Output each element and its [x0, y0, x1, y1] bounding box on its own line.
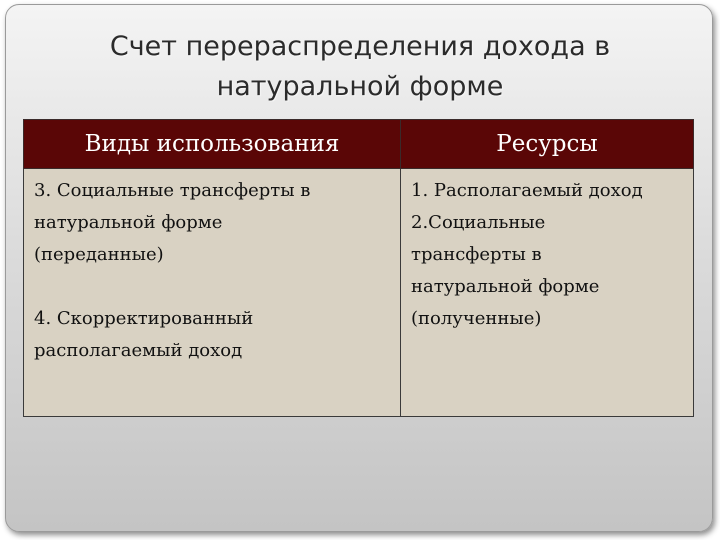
uses-item-4-line-1: 4. Скорректированный: [34, 308, 254, 329]
uses-item-3-line-1: 3. Социальные трансферты в: [34, 180, 311, 201]
table-header-row: [24, 120, 694, 169]
uses-cell: [24, 169, 401, 417]
slide-title-line-2: натуральной форме: [216, 71, 504, 102]
slide-title-line-1: Счет перераспределения дохода в: [109, 31, 611, 62]
uses-item-4-line-2: располагаемый доход: [34, 340, 243, 361]
table-row: [24, 169, 694, 417]
slide-title: [6, 27, 714, 107]
uses-item-3-line-2: натуральной форме: [34, 212, 223, 233]
header-uses: Виды использования: [24, 120, 401, 169]
slide: [5, 4, 713, 532]
resources-line-4: натуральной форме: [411, 276, 600, 297]
resources-cell: [401, 169, 694, 417]
resources-line-1: 1. Располагаемый доход: [411, 180, 643, 201]
header-resources: Ресурсы: [401, 120, 694, 169]
resources-line-5: (полученные): [411, 308, 542, 329]
uses-item-3-line-3: (переданные): [34, 244, 164, 265]
resources-line-3: трансферты в: [411, 244, 542, 265]
paragraph-gap: [34, 271, 390, 303]
redistribution-account-table: [23, 119, 694, 417]
resources-line-2: 2.Социальные: [411, 212, 546, 233]
